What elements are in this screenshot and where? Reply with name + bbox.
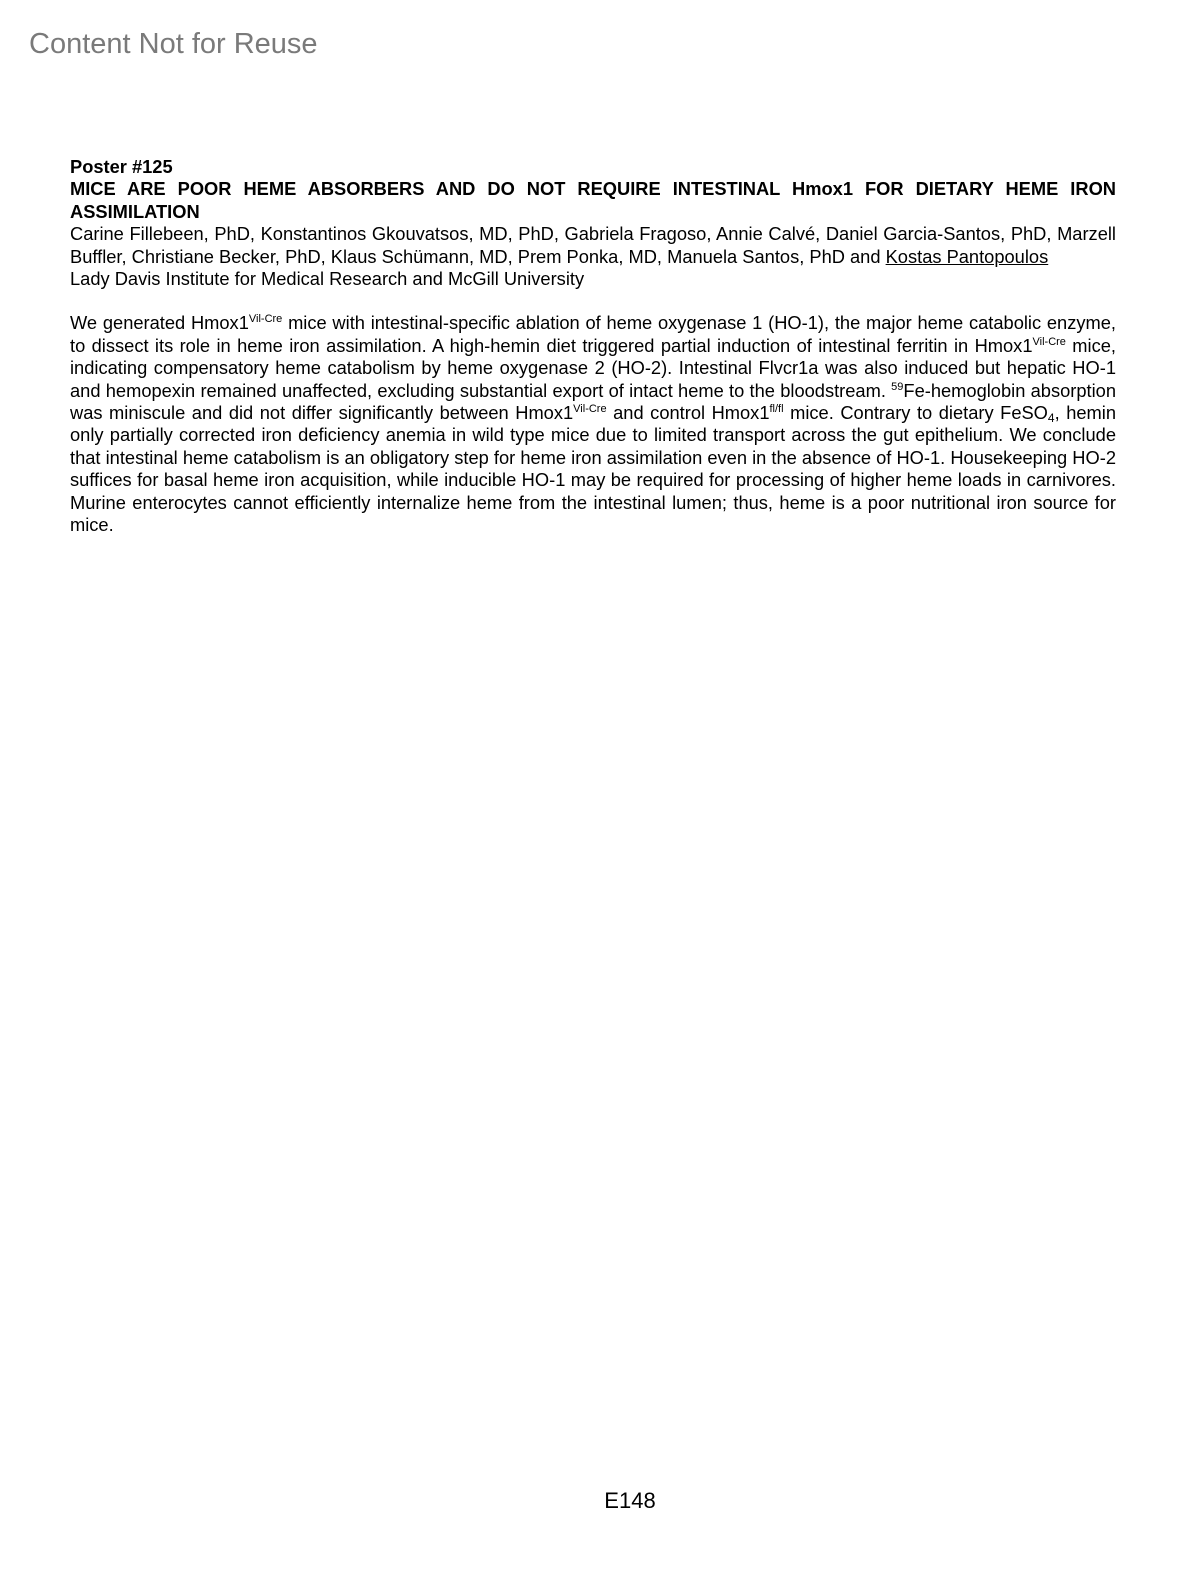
abstract-title: MICE ARE POOR HEME ABSORBERS AND DO NOT REQUIRE INTESTINAL Hmox1 FOR DIETARY HEME IRON ASSIMILATION xyxy=(70,178,1116,222)
subscript-4: 4 xyxy=(1047,411,1055,426)
watermark-text: Content Not for Reuse xyxy=(29,28,318,60)
superscript-vil-cre: Vil-Cre xyxy=(248,313,283,326)
superscript-vil-cre: Vil-Cre xyxy=(1032,335,1066,348)
authors-main: Carine Fillebeen, PhD, Konstantinos Gkouvatsos, MD, PhD, Gabriela Fragoso, Annie Calvé, Daniel Garcia-Santos, PhD, Marzell Buffler, Christiane Becker, PhD, Klaus Schümann, MD, Prem Ponka, MD, Manuela Santos, PhD and xyxy=(70,223,1116,267)
author-list xyxy=(70,223,1116,268)
presenting-author: Kostas Pantopoulos xyxy=(885,245,1049,267)
superscript-59: 59 xyxy=(891,380,904,393)
page-number: E148 xyxy=(604,1488,656,1513)
affiliation: Lady Davis Institute for Medical Research and McGill University xyxy=(70,268,585,290)
superscript-vil-cre: Vil-Cre xyxy=(573,403,607,416)
superscript-fl-fl: fl/fl xyxy=(769,403,784,416)
abstract-body: We generated $Hmox1^{Vil-Cre}$ mice with intestinal-specific ablation of heme oxygenase 1 (HO-1), the major heme catabolic enzyme, to dissect its role in heme iron assimilation. A high-hemin diet triggered partial induction of intestinal ferritin in $Hmox1^{Vil-Cre}$ mice, indicating compensatory heme catabolism by heme oxygenase 2 (HO-2). Intestinal Flvcr1a was also induced but hepatic HO-1 and hemopexin remained unaffected, excluding substantial export of intact heme to the bloodstream. $^{59}$Fe-hemoglobin absorption was miniscule and did not differ significantly between $Hmox1^{Vil-Cre}$ and control $Hmox1^{fl/fl}$ mice. Contrary to dietary FeSO$_4$, hemin only partially corrected iron deficiency anemia in wild type mice due to limited transport across the gut epithelium. We conclude that intestinal heme catabolism is an obligatory step for heme iron assimilation even in the absence of HO-1. Housekeeping HO-2 suffices for basal heme iron acquisition, while inducible HO-1 may be required for processing of higher heme loads in carnivores. Murine enterocytes cannot efficiently internalize heme from the intestinal lumen; thus, heme is a poor nutritional iron source for mice. xyxy=(70,312,1117,536)
abstract-block xyxy=(70,156,1116,537)
poster-number: Poster #125 xyxy=(70,156,173,177)
